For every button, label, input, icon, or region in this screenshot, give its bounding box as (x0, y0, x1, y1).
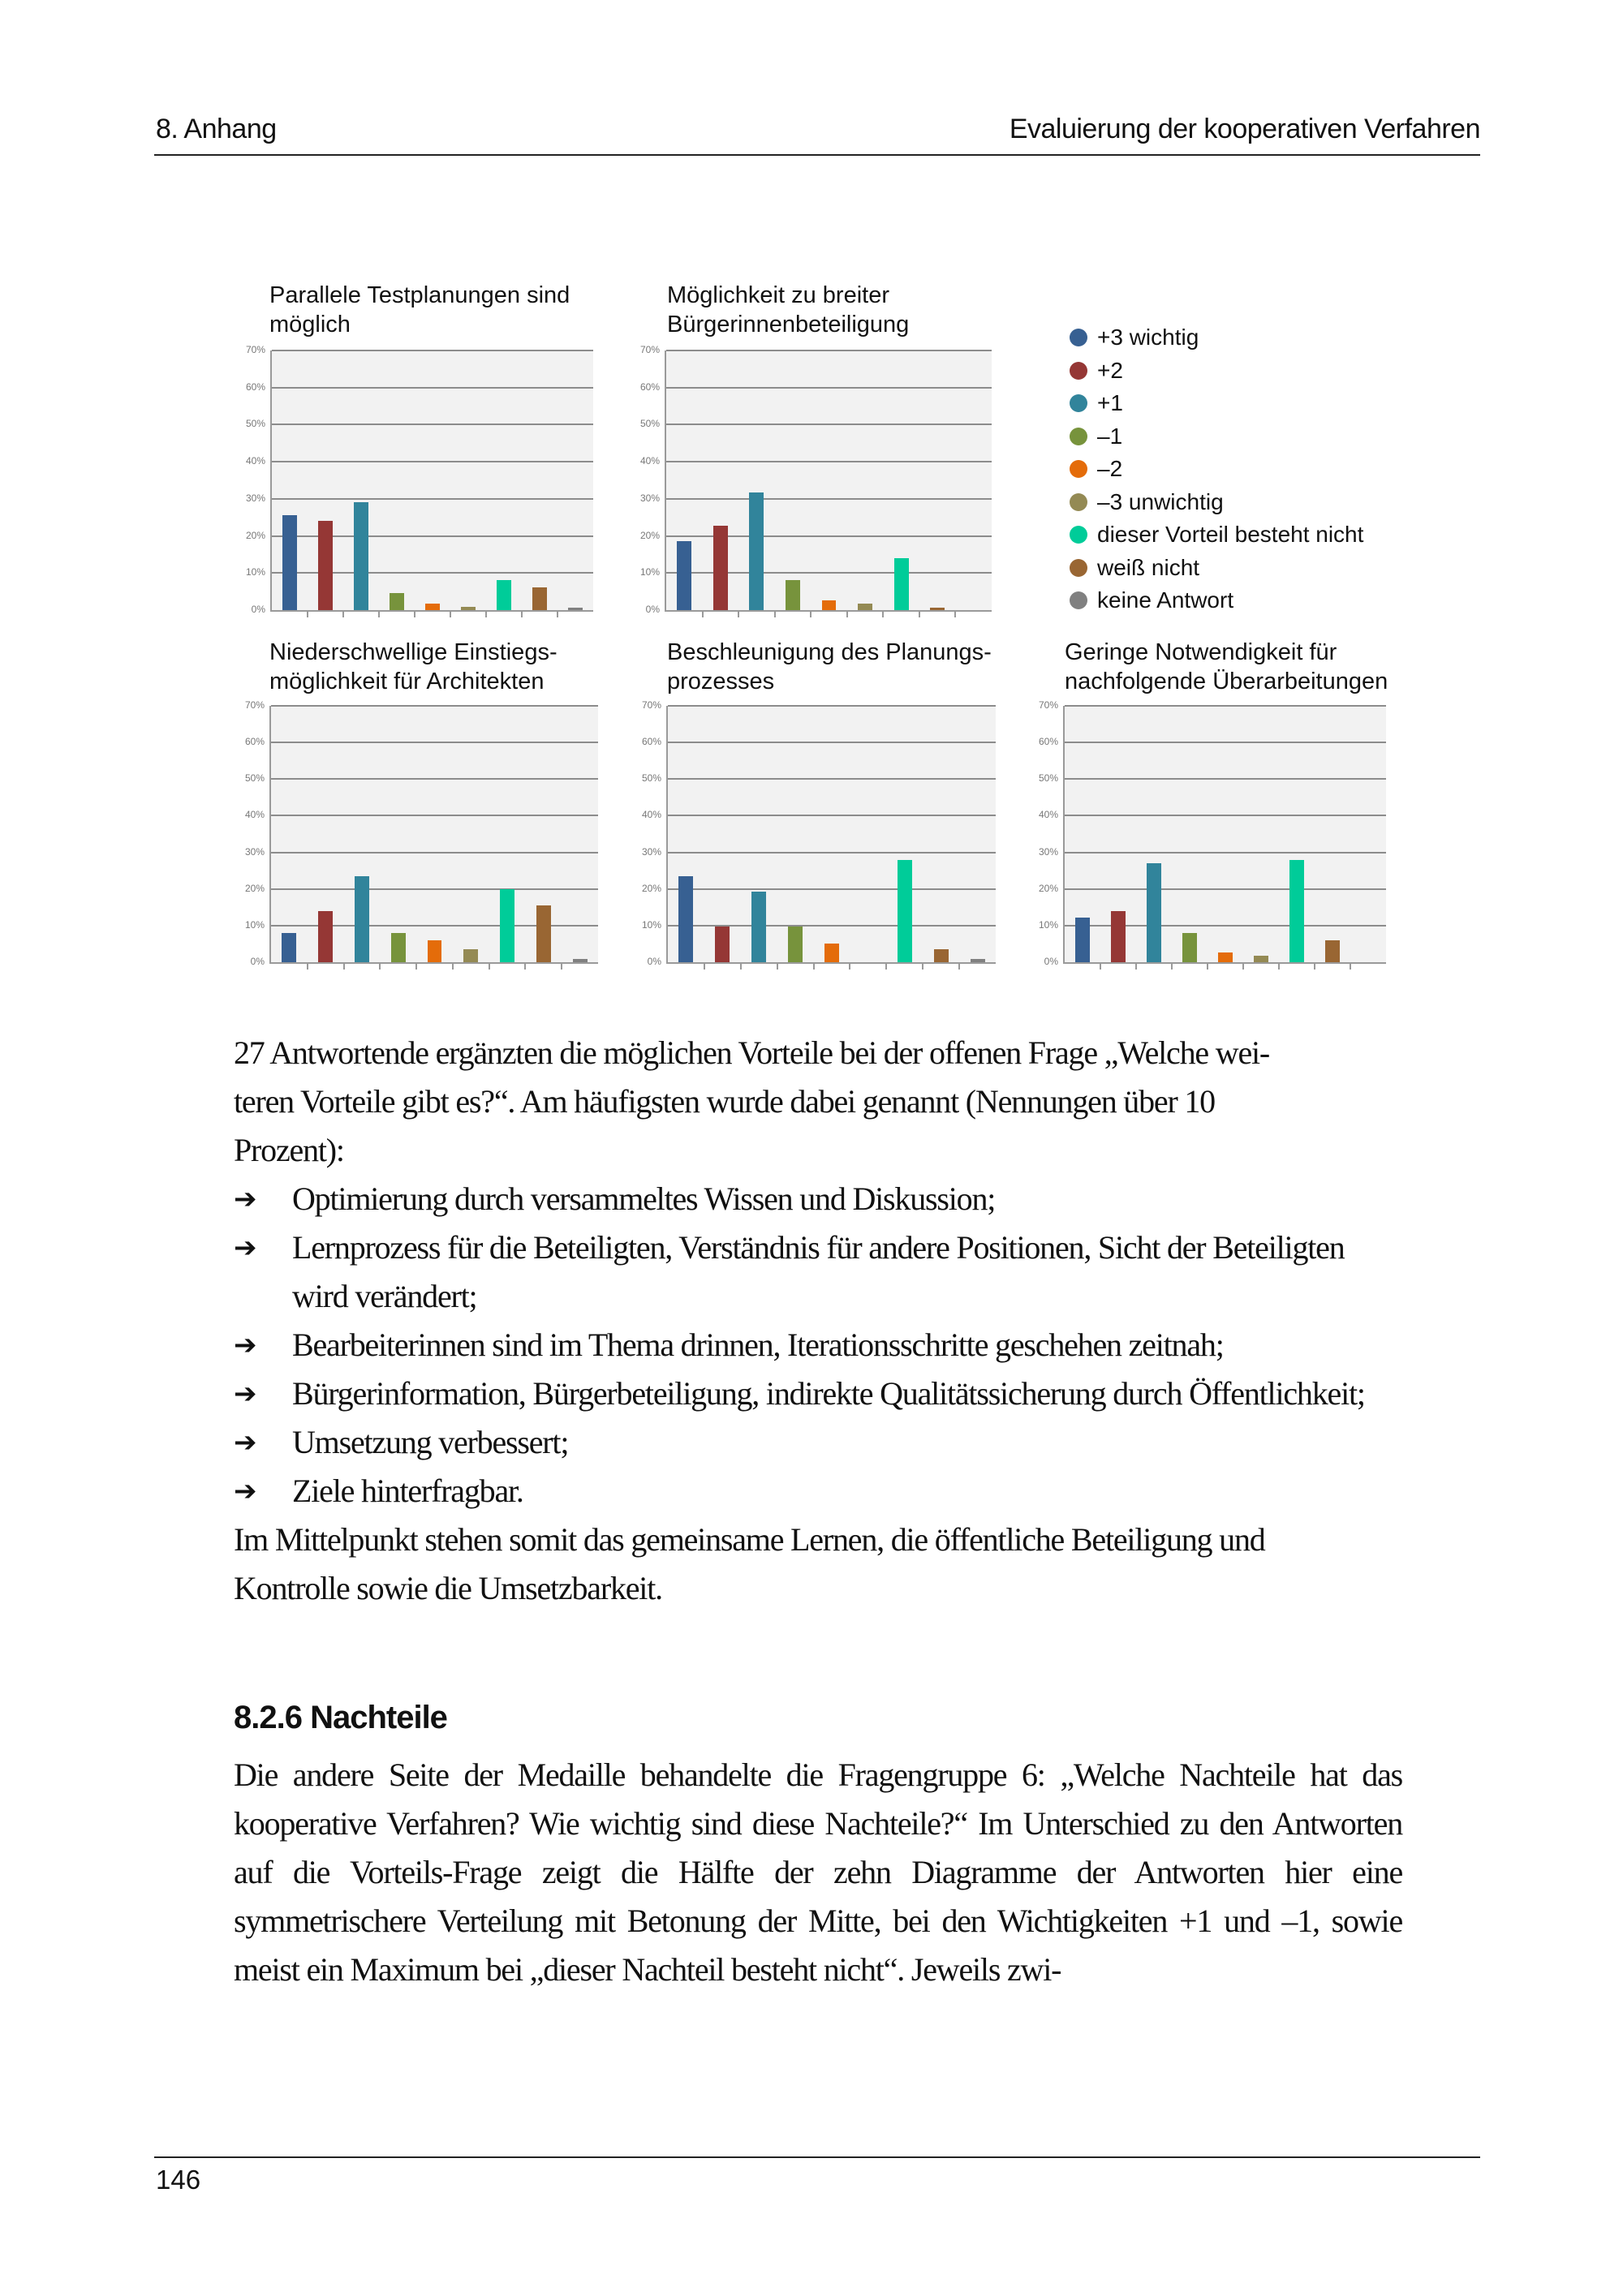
bar (713, 526, 728, 610)
bar (463, 949, 478, 962)
x-tick (561, 963, 562, 970)
bar (318, 521, 333, 610)
x-tick (702, 611, 704, 617)
gridline (271, 888, 598, 890)
x-tick (738, 611, 739, 617)
x-tick (810, 611, 812, 617)
y-tick-label: 0% (1044, 956, 1058, 967)
bar (894, 558, 909, 610)
x-tick (1171, 963, 1173, 970)
gridline (666, 461, 992, 462)
bar (930, 608, 945, 610)
x-tick (813, 963, 815, 970)
legend-dot-icon (1070, 329, 1087, 346)
gridline (666, 350, 992, 351)
y-tick-label: 20% (639, 529, 660, 541)
bar-chart-beschleunigung-planungsprozess (641, 699, 996, 967)
running-header-chapter: 8. Anhang (156, 114, 277, 144)
bar (898, 860, 912, 962)
chart-title-line: Bürgerinnenbeteiligung (667, 312, 910, 338)
x-tick (704, 963, 705, 970)
bar (532, 587, 547, 610)
bullet-text: Optimierung durch versammeltes Wissen und Diskussion; (292, 1180, 996, 1217)
y-tick-label: 40% (245, 455, 265, 467)
bullet-text: Umsetzung verbessert; (292, 1424, 569, 1460)
x-tick (414, 611, 415, 617)
y-tick-label: 60% (639, 381, 660, 393)
chart-title (667, 281, 909, 339)
y-tick-label: 50% (639, 418, 660, 430)
arrow-right-icon: ➔ (234, 1329, 256, 1361)
section-body (234, 1751, 1402, 1994)
x-tick (342, 611, 344, 617)
y-tick-label: 30% (641, 845, 661, 858)
y-tick-label: 30% (639, 492, 660, 504)
gridline (272, 461, 593, 462)
x-tick (1278, 963, 1280, 970)
x-tick (485, 611, 487, 617)
x-tick (489, 963, 490, 970)
gridline (1065, 742, 1386, 743)
gridline (668, 815, 996, 816)
conclusion-paragraph: Im Mittelpunkt stehen somit das gemeinsame Lernen, die öffentliche Beteiligung und Kontrolle sowie die Umsetzbarkeit. (234, 1521, 1265, 1606)
chart-title (269, 281, 570, 339)
x-tick (379, 963, 381, 970)
y-tick-label: 10% (639, 566, 660, 578)
gridline (271, 778, 598, 780)
y-tick-label: 60% (245, 381, 265, 393)
x-tick (740, 963, 742, 970)
gridline (271, 705, 598, 707)
intro-line: Prozent): (234, 1132, 344, 1168)
legend-label: –1 (1097, 423, 1123, 449)
arrow-right-icon: ➔ (234, 1232, 256, 1264)
intro-line: 27 Antwortende ergänzten die möglichen Vorteile bei der offenen Frage „Welche wei- (234, 1034, 1270, 1071)
x-tick (1242, 963, 1244, 970)
bar (786, 580, 800, 610)
gridline (666, 387, 992, 389)
legend-dot-icon (1070, 428, 1087, 445)
section-paragraph: Die andere Seite der Medaille behandelte die Fragengruppe 6: „Welche Nachteile hat das kooperative Verfahren? Wie wichtig sind diese Nachteile?“ Im Unterschied zu den Antworten auf die Vorteils-Frage zeigt die Hälfte der zehn Diagramme der Antworten hier eine symmetrischere Verteilung mit Betonung der Mitte, bei den Wichtigkeiten +1 und –1, sowie meist ein Maximum bei „dieser Nachteil besteht nicht“. Jeweils zwi- (234, 1756, 1402, 1988)
page-number: 146 (156, 2165, 201, 2195)
bullet-item (234, 1223, 1402, 1321)
y-tick-label: 50% (641, 772, 661, 785)
bullet-item (234, 1175, 1402, 1223)
gridline (1065, 815, 1386, 816)
x-tick (343, 963, 345, 970)
bar (824, 944, 839, 962)
chart-title-line: nachfolgende Überarbeitungen (1065, 669, 1388, 694)
legend-dot-icon (1070, 559, 1087, 577)
x-tick (882, 611, 884, 617)
bar (354, 502, 368, 610)
legend-item (1070, 486, 1363, 519)
y-tick-label: 20% (245, 529, 265, 541)
bullet-item (234, 1467, 1402, 1516)
bar (677, 541, 691, 610)
y-tick-label: 30% (245, 492, 265, 504)
y-tick-label: 70% (641, 699, 661, 711)
y-tick-label: 0% (251, 604, 265, 615)
gridline (668, 742, 996, 743)
y-tick-label: 40% (1038, 809, 1058, 821)
y-tick-label: 10% (641, 918, 661, 931)
bullet-item (234, 1321, 1402, 1369)
legend-dot-icon (1070, 394, 1087, 412)
bar (568, 608, 583, 610)
bar (390, 593, 404, 610)
y-tick-label: 70% (245, 344, 265, 355)
bar (318, 911, 333, 962)
arrow-right-icon: ➔ (234, 1426, 256, 1459)
bar (500, 889, 514, 962)
gridline (272, 350, 593, 351)
legend-label: dieser Vorteil besteht nicht (1097, 522, 1364, 548)
intro-line: teren Vorteile gibt es?“. Am häufigsten wurde dabei genannt (Nennungen über 10 (234, 1083, 1215, 1120)
chart-title-line: Beschleunigung des Planungs- (667, 639, 992, 665)
legend-dot-icon (1070, 493, 1087, 511)
running-header-title: Evaluierung der kooperativen Verfahren (1009, 114, 1480, 144)
chart-title-line: Möglichkeit zu breiter (667, 282, 889, 308)
legend-item (1070, 552, 1363, 585)
legend-item (1070, 387, 1363, 420)
bar (715, 927, 730, 962)
bar (678, 876, 693, 962)
x-tick (1350, 963, 1351, 970)
bar (788, 927, 803, 962)
bar (934, 949, 949, 962)
bar (425, 604, 440, 610)
y-tick-label: 10% (244, 918, 265, 931)
y-tick-label: 50% (1038, 772, 1058, 785)
gridline (272, 387, 593, 389)
gridline (272, 498, 593, 500)
body-text (234, 1029, 1402, 1613)
footer-rule (154, 2156, 1480, 2158)
y-tick-label: 0% (645, 604, 660, 615)
chart-title-line: Niederschwellige Einstiegs- (269, 639, 558, 665)
bar (1147, 863, 1161, 962)
bullet-list (234, 1175, 1402, 1516)
y-tick-label: 30% (1038, 845, 1058, 858)
x-tick (450, 611, 451, 617)
legend-label: weiß nicht (1097, 554, 1200, 580)
bar-chart-parallele-testplanungen (245, 344, 593, 615)
chart-title-line: Parallele Testplanungen sind (269, 282, 570, 308)
legend-item (1070, 420, 1363, 454)
x-tick (1314, 963, 1315, 970)
x-tick (307, 611, 308, 617)
bar (751, 892, 766, 962)
bullet-text: Bearbeiterinnen sind im Thema drinnen, Iterationsschritte geschehen zeitnah; (292, 1326, 1224, 1363)
legend-dot-icon (1070, 460, 1087, 478)
gridline (668, 852, 996, 853)
x-tick (922, 963, 923, 970)
bar (573, 959, 588, 962)
gridline (271, 742, 598, 743)
gridline (1065, 778, 1386, 780)
bullet-text: Bürgerinformation, Bürgerbeteiligung, indirekte Qualitätssicherung durch Öffentlichkeit; (292, 1375, 1365, 1412)
legend-dot-icon (1070, 591, 1087, 609)
arrow-right-icon: ➔ (234, 1183, 256, 1215)
bullet-item (234, 1418, 1402, 1467)
y-tick-label: 70% (1038, 699, 1058, 711)
arrow-right-icon: ➔ (234, 1475, 256, 1507)
x-tick (849, 963, 850, 970)
gridline (271, 815, 598, 816)
y-tick-label: 70% (639, 344, 660, 355)
gridline (666, 424, 992, 425)
chart-title-line: möglichkeit für Architekten (269, 669, 545, 694)
x-tick (557, 611, 558, 617)
y-tick-label: 0% (250, 956, 265, 967)
bar (858, 604, 872, 610)
legend-item (1070, 321, 1363, 355)
bar (822, 600, 837, 610)
bar (428, 940, 442, 962)
bar (1325, 940, 1340, 962)
bar (355, 876, 369, 962)
gridline (1065, 852, 1386, 853)
x-tick (378, 611, 380, 617)
y-tick-label: 40% (639, 455, 660, 467)
x-tick (774, 611, 776, 617)
legend-item (1070, 355, 1363, 388)
section-heading: 8.2.6 Nachteile (234, 1700, 447, 1735)
legend-dot-icon (1070, 362, 1087, 380)
gridline (1065, 888, 1386, 890)
bar (1254, 956, 1268, 962)
y-tick-label: 50% (245, 418, 265, 430)
bar (749, 492, 764, 610)
y-tick-label: 20% (1038, 882, 1058, 894)
x-tick (777, 963, 778, 970)
bullet-text: Lernprozess für die Beteiligten, Verständnis für andere Positionen, Sicht der Beteiligten wird verändert; (292, 1229, 1345, 1314)
y-tick-label: 70% (244, 699, 265, 711)
bullet-item (234, 1369, 1402, 1418)
legend-label: keine Antwort (1097, 587, 1234, 613)
bar (282, 515, 297, 610)
y-tick-label: 0% (647, 956, 661, 967)
legend-label: –3 unwichtig (1097, 488, 1224, 514)
gridline (272, 424, 593, 425)
bar-chart-geringe-notwendigkeit-ueberarbeitungen (1038, 699, 1386, 967)
gridline (271, 852, 598, 853)
bar (461, 607, 476, 610)
y-tick-label: 60% (641, 736, 661, 748)
x-tick (452, 963, 454, 970)
bar (1218, 952, 1233, 962)
y-tick-label: 60% (244, 736, 265, 748)
chart-title-line: prozesses (667, 669, 775, 694)
y-tick-label: 10% (245, 566, 265, 578)
gridline (1065, 705, 1386, 707)
bar (497, 580, 511, 610)
legend-item (1070, 584, 1363, 617)
bar (971, 959, 985, 962)
gridline (668, 888, 996, 890)
y-tick-label: 40% (244, 809, 265, 821)
bar-chart-niederschwellige-einstiegsmoeglichkeit (244, 699, 598, 967)
x-tick (307, 963, 308, 970)
y-tick-label: 60% (1038, 736, 1058, 748)
bar (1075, 918, 1090, 962)
legend-label: +3 wichtig (1097, 325, 1199, 350)
x-tick (521, 611, 523, 617)
y-tick-label: 20% (641, 882, 661, 894)
legend-dot-icon (1070, 526, 1087, 544)
x-tick (954, 611, 956, 617)
gridline (668, 705, 996, 707)
header-rule (154, 154, 1480, 156)
bar (536, 905, 551, 962)
bar (282, 933, 296, 962)
chart-title (1065, 638, 1388, 696)
x-tick (415, 963, 417, 970)
y-tick-label: 30% (244, 845, 265, 858)
y-tick-label: 40% (641, 809, 661, 821)
chart-legend (1070, 321, 1363, 617)
legend-label: –2 (1097, 456, 1123, 482)
legend-label: +2 (1097, 357, 1123, 383)
bullet-text: Ziele hinterfragbar. (292, 1473, 523, 1509)
y-tick-label: 50% (244, 772, 265, 785)
chart-title (667, 638, 992, 696)
x-tick (1207, 963, 1208, 970)
x-tick (524, 963, 526, 970)
y-tick-label: 10% (1038, 918, 1058, 931)
chart-title-line: möglich (269, 312, 351, 338)
x-tick (958, 963, 960, 970)
legend-item (1070, 518, 1363, 552)
bar (1111, 911, 1126, 962)
bar (391, 933, 406, 962)
x-tick (846, 611, 848, 617)
legend-label: +1 (1097, 390, 1123, 416)
bar (1289, 860, 1304, 962)
gridline (666, 498, 992, 500)
arrow-right-icon: ➔ (234, 1378, 256, 1410)
x-tick (919, 611, 920, 617)
gridline (668, 778, 996, 780)
x-tick (1135, 963, 1137, 970)
x-tick (885, 963, 887, 970)
bar (1182, 933, 1197, 962)
bar-chart-buergerinnenbeteiligung (639, 344, 992, 615)
chart-title (269, 638, 558, 696)
chart-title-line: Geringe Notwendigkeit für (1065, 639, 1337, 665)
x-tick (1100, 963, 1101, 970)
y-tick-label: 20% (244, 882, 265, 894)
legend-item (1070, 453, 1363, 486)
